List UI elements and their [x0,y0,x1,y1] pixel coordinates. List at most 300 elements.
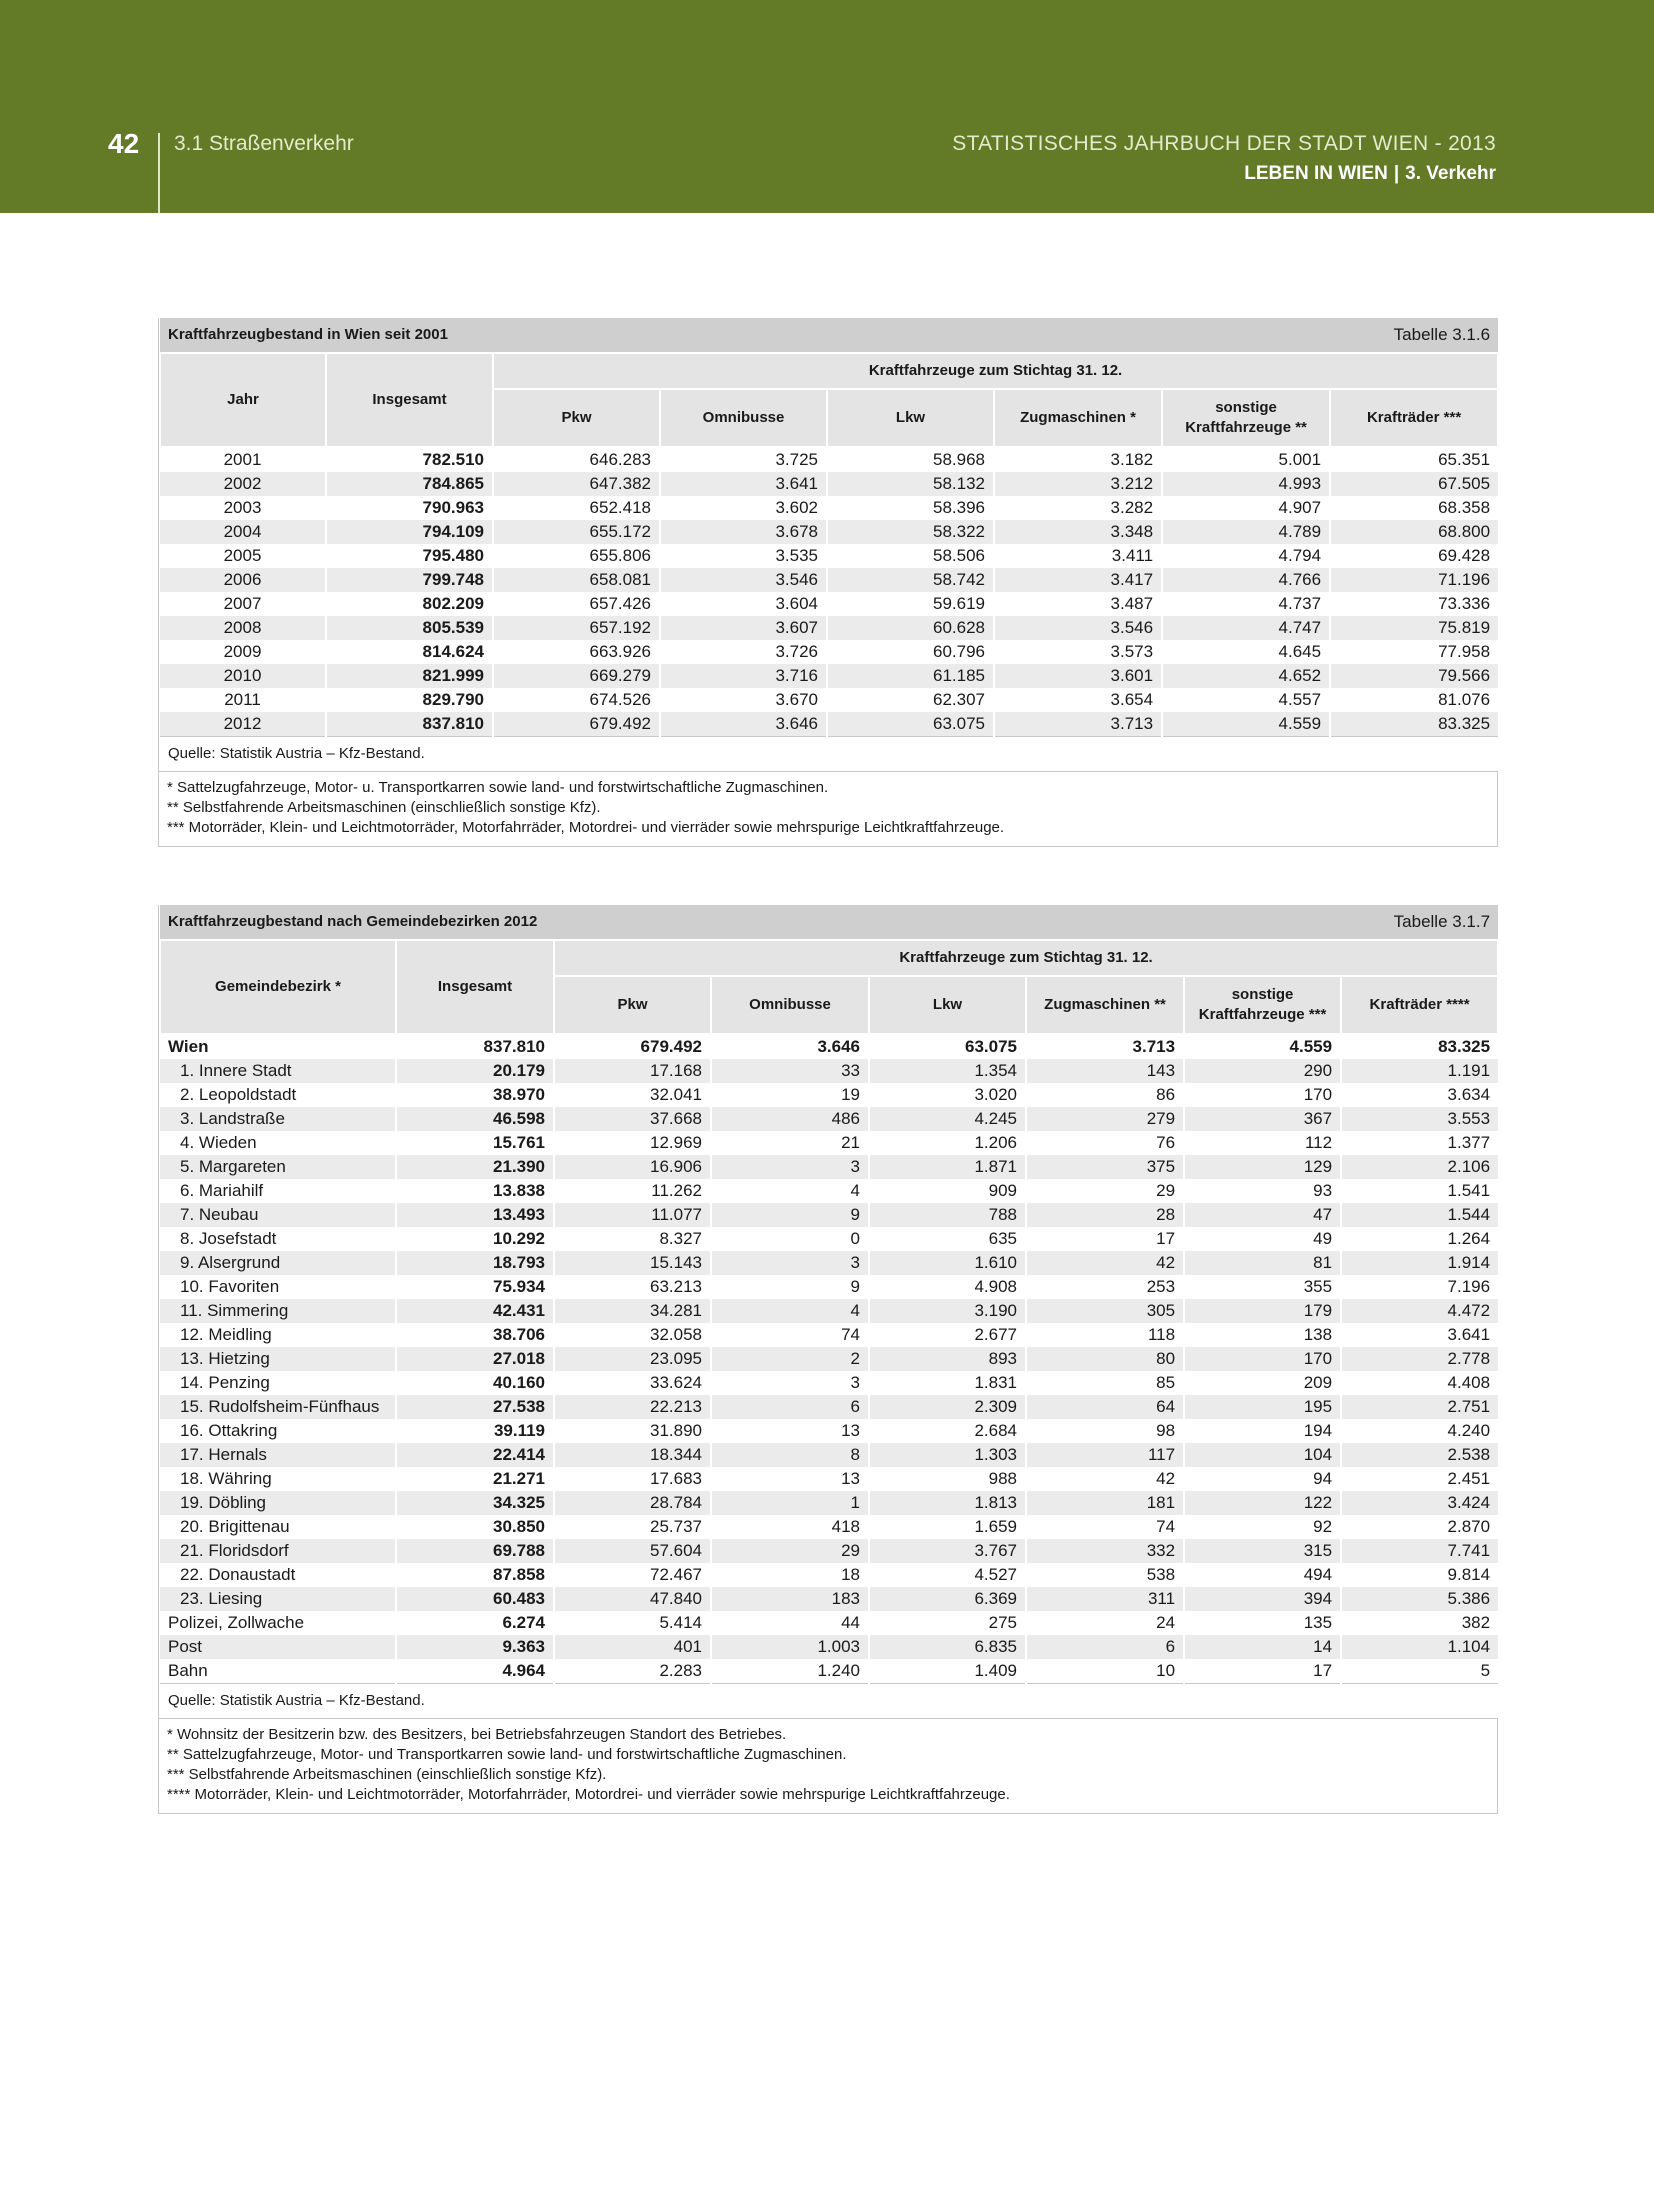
value-cell: 58.132 [827,472,994,496]
value-cell: 68.800 [1330,520,1498,544]
footnotes [159,771,1497,846]
page-number: 42 [108,128,140,159]
value-cell: 183 [711,1587,869,1611]
district-cell: 22. Donaustadt [160,1563,396,1587]
district-cell: Wien [160,1034,396,1059]
district-cell: 12. Meidling [160,1323,396,1347]
table-row [160,1611,1498,1635]
value-cell: 305 [1026,1299,1184,1323]
value-cell: 143 [1026,1059,1184,1083]
table-row [160,496,1498,520]
value-cell: 4.472 [1341,1299,1498,1323]
table-row [160,1347,1498,1371]
value-cell: 170 [1184,1083,1341,1107]
value-cell: 194 [1184,1419,1341,1443]
col-header-omnibusse: Omnibusse [711,976,869,1034]
value-cell: 5.001 [1162,447,1330,472]
value-cell: 657.426 [493,592,660,616]
table-row [160,568,1498,592]
value-cell: 2.106 [1341,1155,1498,1179]
value-cell: 209 [1184,1371,1341,1395]
value-cell: 1.191 [1341,1059,1498,1083]
value-cell: 782.510 [326,447,493,472]
value-cell: 94 [1184,1467,1341,1491]
value-cell: 42 [1026,1467,1184,1491]
source-note: Quelle: Statistik Austria – Kfz-Bestand. [160,737,1498,772]
district-cell: 15. Rudolfsheim-Fünfhaus [160,1395,396,1419]
value-cell: 5 [1341,1659,1498,1684]
value-cell: 71.196 [1330,568,1498,592]
value-cell: 46.598 [396,1107,554,1131]
value-cell: 3.553 [1341,1107,1498,1131]
source-row [160,737,1498,772]
year-cell: 2009 [160,640,326,664]
value-cell: 118 [1026,1323,1184,1347]
value-cell: 1.914 [1341,1251,1498,1275]
table-row [160,1371,1498,1395]
col-header-pkw: Pkw [493,389,660,447]
table-row [160,1539,1498,1563]
table-row [160,1203,1498,1227]
value-cell: 3.601 [994,664,1162,688]
value-cell: 69.788 [396,1539,554,1563]
table-row [160,472,1498,496]
table-row [160,1443,1498,1467]
value-cell: 170 [1184,1347,1341,1371]
value-cell: 3.212 [994,472,1162,496]
value-cell: 29 [711,1539,869,1563]
value-cell: 58.742 [827,568,994,592]
value-cell: 31.890 [554,1419,711,1443]
vehicle-stock-table [159,318,1499,771]
col-header-kraftraeder: Krafträder *** [1330,389,1498,447]
col-header-lkw: Lkw [869,976,1026,1034]
value-cell: 3 [711,1371,869,1395]
table-title: Kraftfahrzeugbestand nach Gemeindebezirken 2012 [160,905,1184,940]
table-row [160,1275,1498,1299]
value-cell: 3.282 [994,496,1162,520]
value-cell: 655.172 [493,520,660,544]
value-cell: 62.307 [827,688,994,712]
chapter-line [1244,163,1496,185]
value-cell: 4.559 [1162,712,1330,737]
page-header [0,0,1654,213]
value-cell: 2.684 [869,1419,1026,1443]
district-cell: 8. Josefstadt [160,1227,396,1251]
district-cell: 20. Brigittenau [160,1515,396,1539]
value-cell: 1.813 [869,1491,1026,1515]
value-cell: 22.213 [554,1395,711,1419]
value-cell: 19 [711,1083,869,1107]
value-cell: 92 [1184,1515,1341,1539]
value-cell: 83.325 [1341,1034,1498,1059]
table-row [160,1515,1498,1539]
value-cell: 138 [1184,1323,1341,1347]
value-cell: 37.668 [554,1107,711,1131]
value-cell: 2.283 [554,1659,711,1684]
value-cell: 3.641 [660,472,827,496]
value-cell: 58.396 [827,496,994,520]
value-cell: 4.245 [869,1107,1026,1131]
value-cell: 122 [1184,1491,1341,1515]
district-cell: 23. Liesing [160,1587,396,1611]
value-cell: 93 [1184,1179,1341,1203]
value-cell: 2.870 [1341,1515,1498,1539]
table-row [160,664,1498,688]
value-cell: 3.713 [994,712,1162,737]
value-cell: 6 [711,1395,869,1419]
value-cell: 418 [711,1515,869,1539]
table-row [160,592,1498,616]
value-cell: 17 [1026,1227,1184,1251]
value-cell: 1 [711,1491,869,1515]
value-cell: 74 [711,1323,869,1347]
value-cell: 20.179 [396,1059,554,1083]
table-row [160,616,1498,640]
value-cell: 646.283 [493,447,660,472]
value-cell: 2.451 [1341,1467,1498,1491]
value-cell: 65.351 [1330,447,1498,472]
value-cell: 3.546 [994,616,1162,640]
value-cell: 79.566 [1330,664,1498,688]
district-cell: 16. Ottakring [160,1419,396,1443]
table-row [160,1251,1498,1275]
value-cell: 15.143 [554,1251,711,1275]
value-cell: 24 [1026,1611,1184,1635]
value-cell: 802.209 [326,592,493,616]
value-cell: 10.292 [396,1227,554,1251]
value-cell: 9.814 [1341,1563,1498,1587]
district-cell: 13. Hietzing [160,1347,396,1371]
value-cell: 13 [711,1419,869,1443]
value-cell: 9.363 [396,1635,554,1659]
value-cell: 1.659 [869,1515,1026,1539]
value-cell: 1.003 [711,1635,869,1659]
value-cell: 27.538 [396,1395,554,1419]
table-row [160,1299,1498,1323]
value-cell: 195 [1184,1395,1341,1419]
value-cell: 9 [711,1275,869,1299]
table-row [160,1323,1498,1347]
value-cell: 1.610 [869,1251,1026,1275]
source-row [160,1684,1498,1719]
year-cell: 2003 [160,496,326,520]
value-cell: 27.018 [396,1347,554,1371]
col-header-bezirk: Gemeindebezirk * [160,940,396,1034]
value-cell: 3 [711,1155,869,1179]
value-cell: 3.654 [994,688,1162,712]
table-row [160,1563,1498,1587]
value-cell: 837.810 [396,1034,554,1059]
footnote-line: *** Motorräder, Klein- und Leichtmotorräder, Motorfahrräder, Motordrei- und vierräder sowie mehrspurige Leichtkraftfahrzeuge. [167,819,1005,836]
value-cell: 73.336 [1330,592,1498,616]
section-title: 3.1 Straßenverkehr [174,132,354,155]
value-cell: 2.677 [869,1323,1026,1347]
value-cell: 538 [1026,1563,1184,1587]
value-cell: 3.634 [1341,1083,1498,1107]
value-cell: 112 [1184,1131,1341,1155]
value-cell: 18 [711,1563,869,1587]
chapter-part2: 3. Verkehr [1405,163,1496,184]
table-row [160,712,1498,737]
value-cell: 669.279 [493,664,660,688]
value-cell: 4.789 [1162,520,1330,544]
value-cell: 647.382 [493,472,660,496]
value-cell: 87.858 [396,1563,554,1587]
col-header-sonstige: sonstige Kraftfahrzeuge ** [1162,389,1330,447]
footnote-line: ** Sattelzugfahrzeuge, Motor- und Transportkarren sowie land- und forstwirtschaftliche Zugmaschinen. [167,1746,847,1763]
value-cell: 814.624 [326,640,493,664]
value-cell: 59.619 [827,592,994,616]
value-cell: 3.602 [660,496,827,520]
table-row [160,1659,1498,1684]
year-cell: 2008 [160,616,326,640]
value-cell: 58.322 [827,520,994,544]
year-cell: 2002 [160,472,326,496]
value-cell: 275 [869,1611,1026,1635]
district-cell: 19. Döbling [160,1491,396,1515]
value-cell: 28 [1026,1203,1184,1227]
value-cell: 3.713 [1026,1034,1184,1059]
value-cell: 18.344 [554,1443,711,1467]
footnote-line: * Sattelzugfahrzeuge, Motor- u. Transportkarren sowie land- und forstwirtschaftliche Zugmaschinen. [167,779,829,796]
district-cell: 11. Simmering [160,1299,396,1323]
value-cell: 3.417 [994,568,1162,592]
value-cell: 39.119 [396,1419,554,1443]
col-header-zugmaschinen: Zugmaschinen * [994,389,1162,447]
value-cell: 85 [1026,1371,1184,1395]
value-cell: 4.652 [1162,664,1330,688]
col-header-lkw: Lkw [827,389,994,447]
value-cell: 394 [1184,1587,1341,1611]
value-cell: 23.095 [554,1347,711,1371]
value-cell: 1.240 [711,1659,869,1684]
value-cell: 1.104 [1341,1635,1498,1659]
value-cell: 80 [1026,1347,1184,1371]
value-cell: 30.850 [396,1515,554,1539]
value-cell: 382 [1341,1611,1498,1635]
year-cell: 2004 [160,520,326,544]
value-cell: 367 [1184,1107,1341,1131]
value-cell: 117 [1026,1443,1184,1467]
value-cell: 47.840 [554,1587,711,1611]
value-cell: 3.646 [660,712,827,737]
value-cell: 4.766 [1162,568,1330,592]
district-cell: 4. Wieden [160,1131,396,1155]
value-cell: 799.748 [326,568,493,592]
table-row [160,1227,1498,1251]
value-cell: 129 [1184,1155,1341,1179]
value-cell: 5.414 [554,1611,711,1635]
value-cell: 68.358 [1330,496,1498,520]
value-cell: 14 [1184,1635,1341,1659]
value-cell: 2.778 [1341,1347,1498,1371]
value-cell: 9 [711,1203,869,1227]
district-cell: 2. Leopoldstadt [160,1083,396,1107]
value-cell: 42.431 [396,1299,554,1323]
table-row [160,1131,1498,1155]
value-cell: 1.831 [869,1371,1026,1395]
value-cell: 17.683 [554,1467,711,1491]
value-cell: 3.641 [1341,1323,1498,1347]
value-cell: 4.527 [869,1563,1026,1587]
table-row [160,640,1498,664]
district-cell: 18. Währing [160,1467,396,1491]
value-cell: 11.262 [554,1179,711,1203]
year-cell: 2012 [160,712,326,737]
col-header-insgesamt: Insgesamt [326,353,493,447]
value-cell: 655.806 [493,544,660,568]
table-row [160,1467,1498,1491]
value-cell: 33 [711,1059,869,1083]
value-cell: 788 [869,1203,1026,1227]
value-cell: 4.240 [1341,1419,1498,1443]
value-cell: 1.264 [1341,1227,1498,1251]
col-group-header: Kraftfahrzeuge zum Stichtag 31. 12. [554,940,1498,976]
value-cell: 3.678 [660,520,827,544]
value-cell: 794.109 [326,520,493,544]
source-note: Quelle: Statistik Austria – Kfz-Bestand. [160,1684,1498,1719]
value-cell: 3.646 [711,1034,869,1059]
value-cell: 679.492 [554,1034,711,1059]
value-cell: 3.182 [994,447,1162,472]
col-header-jahr: Jahr [160,353,326,447]
value-cell: 1.871 [869,1155,1026,1179]
value-cell: 0 [711,1227,869,1251]
value-cell: 17.168 [554,1059,711,1083]
year-cell: 2011 [160,688,326,712]
footnote-line: * Wohnsitz der Besitzerin bzw. des Besitzers, bei Betriebsfahrzeugen Standort des Betriebes. [167,1726,787,1743]
value-cell: 77.958 [1330,640,1498,664]
value-cell: 663.926 [493,640,660,664]
value-cell: 2 [711,1347,869,1371]
value-cell: 58.968 [827,447,994,472]
value-cell: 3.411 [994,544,1162,568]
year-cell: 2001 [160,447,326,472]
value-cell: 4.557 [1162,688,1330,712]
table-row [160,1395,1498,1419]
value-cell: 104 [1184,1443,1341,1467]
value-cell: 13.838 [396,1179,554,1203]
value-cell: 6 [1026,1635,1184,1659]
col-header-omnibusse: Omnibusse [660,389,827,447]
value-cell: 3.535 [660,544,827,568]
value-cell: 21.271 [396,1467,554,1491]
value-cell: 290 [1184,1059,1341,1083]
value-cell: 679.492 [493,712,660,737]
value-cell: 790.963 [326,496,493,520]
value-cell: 2.309 [869,1395,1026,1419]
value-cell: 7.741 [1341,1539,1498,1563]
value-cell: 1.354 [869,1059,1026,1083]
header-divider [158,133,160,213]
value-cell: 2.751 [1341,1395,1498,1419]
footnote-line: **** Motorräder, Klein- und Leichtmotorräder, Motorfahrräder, Motordrei- und vierräder sowie mehrspurige Leichtkraftfahrzeuge. [167,1786,1010,1803]
value-cell: 40.160 [396,1371,554,1395]
district-cell: 9. Alsergrund [160,1251,396,1275]
value-cell: 784.865 [326,472,493,496]
table-row [160,688,1498,712]
table-row [160,447,1498,472]
value-cell: 16.906 [554,1155,711,1179]
value-cell: 4.908 [869,1275,1026,1299]
value-cell: 4 [711,1299,869,1323]
value-cell: 32.058 [554,1323,711,1347]
value-cell: 81.076 [1330,688,1498,712]
value-cell: 658.081 [493,568,660,592]
chapter-separator: | [1393,163,1400,184]
table-row [160,1083,1498,1107]
value-cell: 279 [1026,1107,1184,1131]
district-cell: Bahn [160,1659,396,1684]
value-cell: 21 [711,1131,869,1155]
value-cell: 60.796 [827,640,994,664]
value-cell: 21.390 [396,1155,554,1179]
value-cell: 2.538 [1341,1443,1498,1467]
value-cell: 3.020 [869,1083,1026,1107]
table-number: Tabelle 3.1.7 [1184,905,1498,940]
district-cell: Post [160,1635,396,1659]
value-cell: 32.041 [554,1083,711,1107]
value-cell: 657.192 [493,616,660,640]
value-cell: 181 [1026,1491,1184,1515]
value-cell: 15.761 [396,1131,554,1155]
table-row [160,1059,1498,1083]
value-cell: 315 [1184,1539,1341,1563]
value-cell: 4.794 [1162,544,1330,568]
year-cell: 2005 [160,544,326,568]
district-cell: 10. Favoriten [160,1275,396,1299]
col-header-zugmaschinen: Zugmaschinen ** [1026,976,1184,1034]
district-cell: Polizei, Zollwache [160,1611,396,1635]
value-cell: 4.993 [1162,472,1330,496]
table-row [160,1179,1498,1203]
value-cell: 13.493 [396,1203,554,1227]
value-cell: 76 [1026,1131,1184,1155]
value-cell: 375 [1026,1155,1184,1179]
value-cell: 4 [711,1179,869,1203]
value-cell: 4.645 [1162,640,1330,664]
value-cell: 805.539 [326,616,493,640]
value-cell: 3.573 [994,640,1162,664]
district-cell: 7. Neubau [160,1203,396,1227]
table-row [160,1587,1498,1611]
value-cell: 44 [711,1611,869,1635]
district-cell: 14. Penzing [160,1371,396,1395]
value-cell: 3.716 [660,664,827,688]
value-cell: 1.409 [869,1659,1026,1684]
district-vehicle-table [159,905,1499,1718]
value-cell: 355 [1184,1275,1341,1299]
value-cell: 5.386 [1341,1587,1498,1611]
value-cell: 8.327 [554,1227,711,1251]
value-cell: 3.546 [660,568,827,592]
value-cell: 3.424 [1341,1491,1498,1515]
value-cell: 3.607 [660,616,827,640]
value-cell: 3.190 [869,1299,1026,1323]
table-body [160,1034,1498,1684]
value-cell: 4.747 [1162,616,1330,640]
value-cell: 4.907 [1162,496,1330,520]
value-cell: 60.628 [827,616,994,640]
value-cell: 72.467 [554,1563,711,1587]
value-cell: 13 [711,1467,869,1491]
district-cell: 6. Mariahilf [160,1179,396,1203]
value-cell: 34.325 [396,1491,554,1515]
value-cell: 893 [869,1347,1026,1371]
footnotes [159,1718,1497,1813]
value-cell: 179 [1184,1299,1341,1323]
